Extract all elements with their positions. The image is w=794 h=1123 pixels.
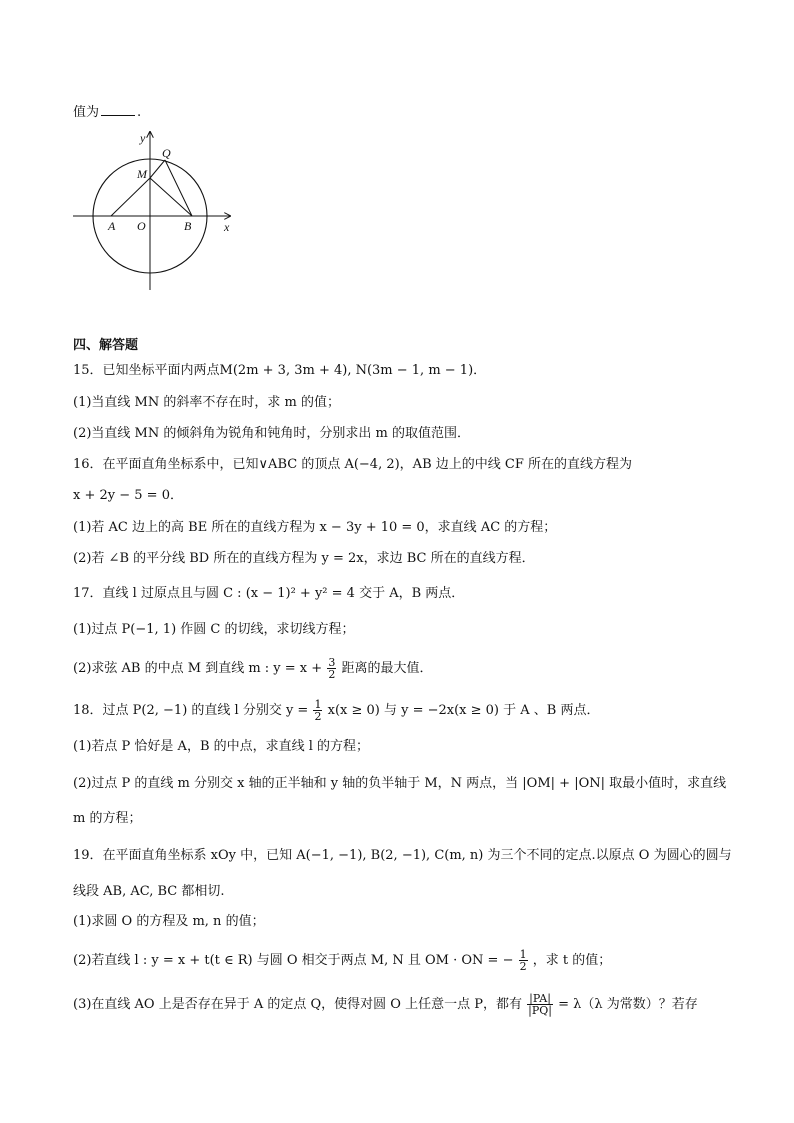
p18-sub1: (1)若点 P 恰好是 A，B 的中点，求直线 l 的方程； — [73, 739, 370, 754]
segment-am — [111, 178, 150, 216]
label-y: y — [140, 131, 146, 145]
p16-stem2: x + 2y − 5 = 0． — [73, 488, 183, 503]
p19-sub1: (1)求圆 O 的方程及 m, n 的值； — [73, 914, 265, 929]
p17-sub2 — [73, 657, 432, 680]
p17-sub1: (1)过点 P(−1, 1) 作圆 C 的切线，求切线方程； — [73, 622, 355, 637]
p17-sub2-tail: 距离的最大值． — [341, 661, 433, 676]
label-m: M — [137, 167, 147, 181]
p17-sub2-text: (2)求弦 AB 的中点 M 到直线 m : y = x + — [73, 661, 323, 676]
line-text: 值为 — [73, 105, 100, 120]
p19-stem: 19．在平面直角坐标系 xOy 中，已知 A(−1, −1), B(2, −1), C(m, n) 为三个不同的定点.以原点 O 为圆心的圆与 — [73, 848, 732, 863]
p19-sub3 — [73, 993, 698, 1016]
fraction — [327, 657, 336, 680]
answer-blank[interactable] — [101, 115, 135, 116]
p15-stem: 15．已知坐标平面内两点M(2m + 3, 3m + 4), N(3m − 1, m − 1)． — [73, 363, 487, 378]
label-x: x — [224, 220, 230, 234]
fraction — [313, 699, 322, 722]
fraction-numerator: |PA| — [527, 993, 553, 1005]
fraction — [519, 949, 528, 972]
fraction-denominator: 2 — [314, 710, 322, 723]
p18-stem-tail: x(x ≥ 0) 与 y = −2x(x ≥ 0) 于 A 、B 两点． — [327, 703, 600, 718]
p19-sub3-text: (3)在直线 AO 上是否存在异于 A 的定点 Q，使得对圆 O 上任意一点 P，都有 — [73, 997, 522, 1012]
segment-mq — [150, 160, 165, 178]
fraction-denominator: |PQ| — [528, 1004, 552, 1017]
label-b: B — [184, 219, 192, 233]
p18-sub2-cont: m 的方程； — [73, 811, 142, 826]
p18-stem-text: 18．过点 P(2, −1) 的直线 l 分别交 y = — [73, 703, 309, 718]
fraction-numerator: 3 — [328, 656, 336, 669]
p17-stem: 17．直线 l 过原点且与圆 C : (x − 1)² + y² = 4 交于 A，B 两点． — [73, 586, 465, 601]
fraction-numerator: 1 — [314, 698, 322, 711]
circle-figure — [70, 128, 250, 298]
p19-sub2-tail: ，求 t 的值； — [532, 953, 612, 968]
segment-qb — [165, 160, 192, 216]
line-end: . — [137, 105, 142, 120]
segment-mb — [150, 178, 192, 216]
p19-sub3-tail: = λ（λ 为常数）？若存 — [558, 997, 698, 1012]
p19-stem2: 线段 AB, AC, BC 都相切. — [73, 884, 225, 899]
p15-sub1: (1)当直线 MN 的斜率不存在时，求 m 的值； — [73, 395, 340, 410]
fraction-denominator: 2 — [519, 960, 527, 973]
p18-sub2: (2)过点 P 的直线 m 分别交 x 轴的正半轴和 y 轴的负半轴于 M，N 两点，当 |OM| + |ON| 取最小值时，求直线 — [73, 776, 727, 791]
label-a: A — [108, 219, 116, 233]
p19-sub2-text: (2)若直线 l : y = x + t(t ∈ R) 与圆 O 相交于两点 M, N 且 OM · ON = − — [73, 953, 514, 968]
p16-stem: 16．在平面直角坐标系中，已知∨ABC 的顶点 A(−4, 2)，AB 边上的中线 CF 所在的直线方程为 — [73, 457, 632, 472]
section-title: 四、解答题 — [73, 338, 139, 353]
p16-sub1: (1)若 AC 边上的高 BE 所在的直线方程为 x − 3y + 10 = 0，求直线 AC 的方程； — [73, 520, 557, 535]
label-o: O — [137, 219, 146, 233]
p18-stem — [73, 699, 599, 722]
fraction-numerator: 1 — [519, 948, 527, 961]
p16-sub2: (2)若 ∠B 的平分线 BD 所在的直线方程为 y = 2x，求边 BC 所在的直线方程． — [73, 551, 535, 566]
fraction — [527, 993, 553, 1016]
p19-sub2 — [73, 949, 611, 972]
fraction-denominator: 2 — [328, 668, 336, 681]
p15-sub2: (2)当直线 MN 的倾斜角为锐角和钝角时，分别求出 m 的取值范围． — [73, 426, 470, 441]
label-q: Q — [162, 146, 171, 160]
answer-blank-line — [73, 103, 141, 123]
